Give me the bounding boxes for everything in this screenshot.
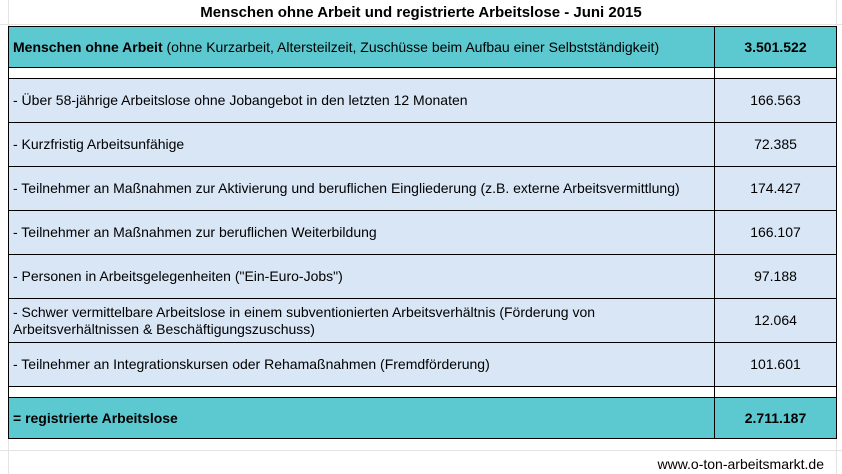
table-row — [9, 299, 837, 343]
header-row-value[interactable]: 3.501.522 — [715, 27, 837, 68]
total-row — [9, 398, 837, 439]
spacer-cell — [715, 387, 837, 398]
page-title: Menschen ohne Arbeit und registrierte Arbeitslose - Juni 2015 — [200, 4, 642, 21]
row-value[interactable]: 101.601 — [715, 343, 837, 387]
header-row-label-bold: Menschen ohne Arbeit — [13, 38, 163, 55]
table-row — [9, 123, 837, 167]
row-label[interactable]: - Teilnehmer an Integrationskursen oder Rehamaßnahmen (Fremdförderung) — [9, 343, 715, 387]
table-row — [9, 343, 837, 387]
table-row — [9, 167, 837, 211]
row-value[interactable]: 97.188 — [715, 255, 837, 299]
header-row-label[interactable] — [9, 27, 715, 68]
total-row-value[interactable]: 2.711.187 — [715, 398, 837, 439]
source-url: www.o-ton-arbeitsmarkt.de — [657, 456, 824, 472]
header-row — [9, 27, 837, 68]
row-label[interactable]: - Schwer vermittelbare Arbeitslose in einem subventionierten Arbeitsverhältnis (Förderung von Arbeitsverhältnissen & Beschäftigungszuschuss) — [9, 299, 715, 343]
row-value[interactable]: 12.064 — [715, 299, 837, 343]
row-label[interactable]: - Personen in Arbeitsgelegenheiten ("Ein-Euro-Jobs") — [9, 255, 715, 299]
header-row-label-rest: (ohne Kurzarbeit, Altersteilzeit, Zuschüsse beim Aufbau einer Selbstständigkeit) — [162, 38, 660, 55]
total-row-label[interactable]: = registrierte Arbeitslose — [9, 398, 715, 439]
row-label[interactable]: - Teilnehmer an Maßnahmen zur Aktivierung und beruflichen Eingliederung (z.B. externe Arbeitsvermittlung) — [9, 167, 715, 211]
spacer-cell — [715, 68, 837, 79]
row-value[interactable]: 72.385 — [715, 123, 837, 167]
table-row — [9, 79, 837, 123]
spacer-cell — [9, 68, 715, 79]
spacer-row — [9, 68, 837, 79]
row-label[interactable]: - Kurzfristig Arbeitsunfähige — [9, 123, 715, 167]
spacer-row — [9, 387, 837, 398]
row-value[interactable]: 166.563 — [715, 79, 837, 123]
row-value[interactable]: 174.427 — [715, 167, 837, 211]
row-label[interactable]: - Über 58-jährige Arbeitslose ohne Jobangebot in den letzten 12 Monaten — [9, 79, 715, 123]
spacer-cell — [9, 387, 715, 398]
table-row — [9, 211, 837, 255]
data-table — [8, 26, 837, 439]
table-row — [9, 255, 837, 299]
row-value[interactable]: 166.107 — [715, 211, 837, 255]
row-label[interactable]: - Teilnehmer an Maßnahmen zur beruflichen Weiterbildung — [9, 211, 715, 255]
